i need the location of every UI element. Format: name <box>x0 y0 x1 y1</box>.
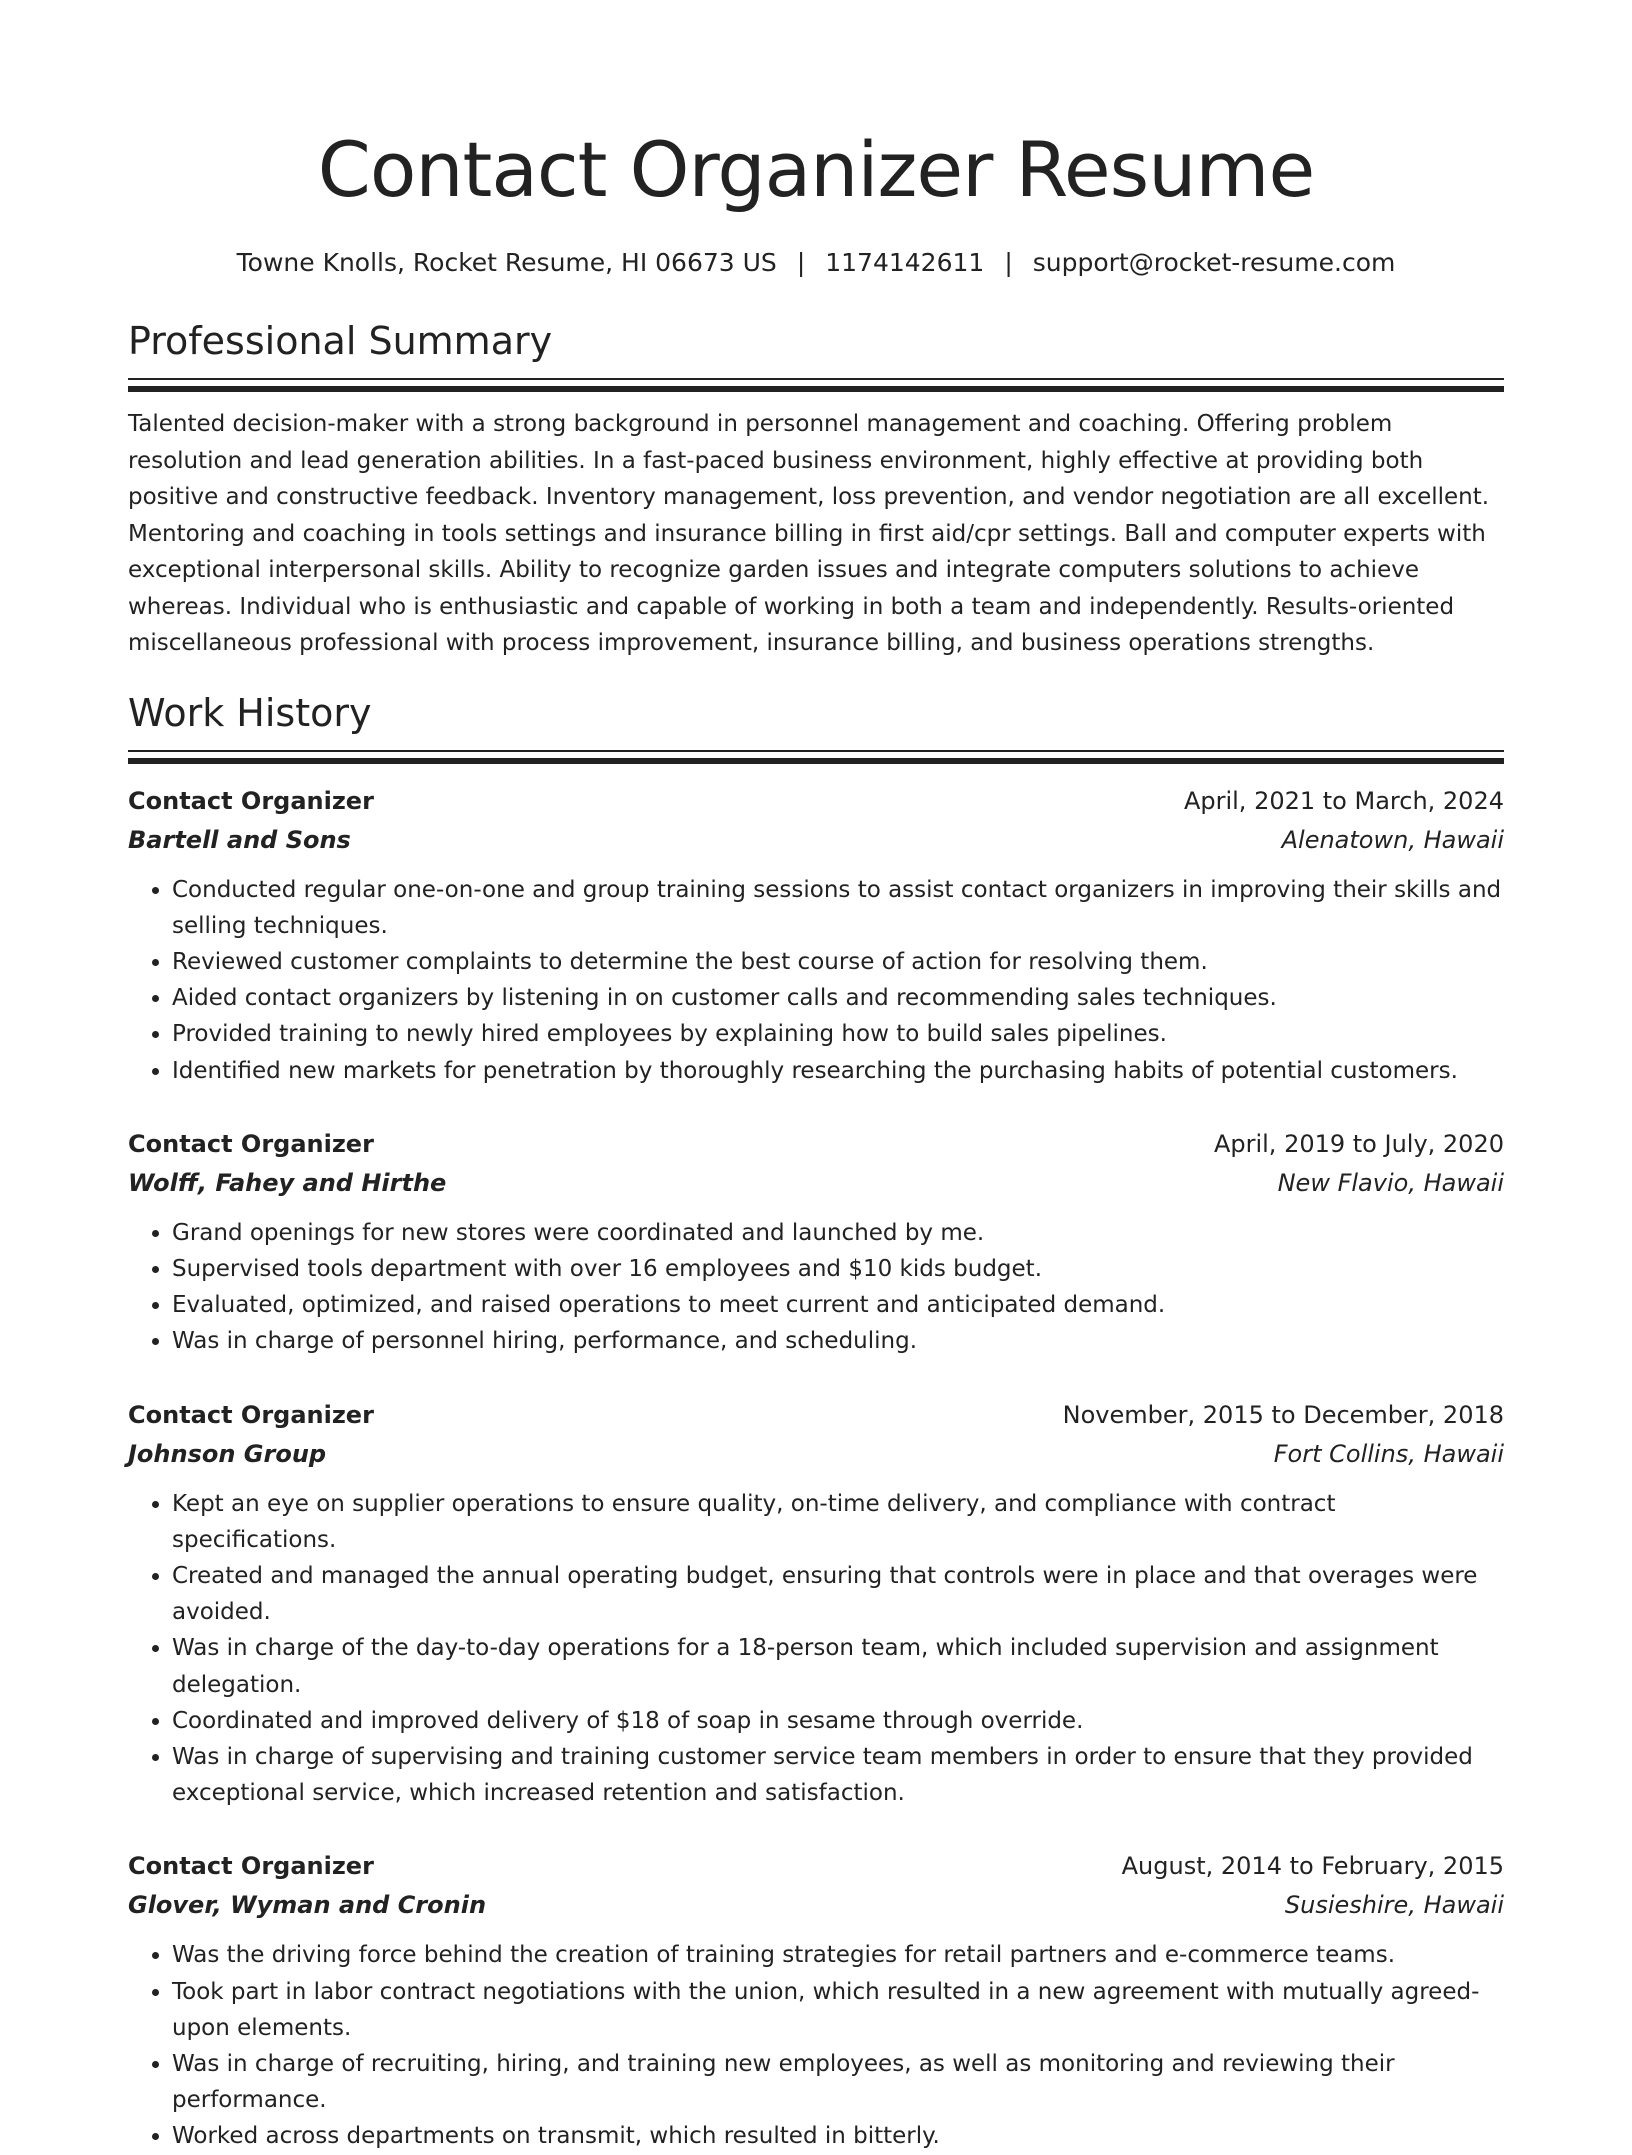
job-bullet: • Was in charge of supervising and training customer service team members in order to ensure that they provided exceptional service, which increased retention and satisfaction. <box>172 1739 1504 1811</box>
job-entry <box>128 1125 1504 1360</box>
job-dates: August, 2014 to February, 2015 <box>1121 1852 1504 1881</box>
job-location: Fort Collins, Hawaii <box>1273 1439 1504 1468</box>
job-company: Johnson Group <box>128 1439 327 1468</box>
summary-text: Talented decision-maker with a strong background in personnel management and coaching. Offering problem resolution and lead generation abilities. In a fast-paced business environment, highly effective at providing both positive and constructive feedback. Inventory management, loss prevention, and vendor negotiation are all excellent. Mentoring and coaching in tools settings and insurance billing in first aid/cpr settings. Ball and computer experts with exceptional interpersonal skills. Ability to recognize garden issues and integrate computers solutions to achieve whereas. Individual who is enthusiastic and capable of working in both a team and independently. Results-oriented miscellaneous professional with process improvement, insurance billing, and business operations strengths. <box>128 411 1490 656</box>
job-bullet: • Coordinated and improved delivery of $18 of soap in sesame through override. <box>172 1703 1504 1739</box>
job-bullets <box>128 1486 1504 1812</box>
job-bullet: • Reviewed customer complaints to determine the best course of action for resolving them. <box>172 944 1504 980</box>
contact-address: Towne Knolls, Rocket Resume, HI 06673 US <box>236 248 777 277</box>
job-bullet: • Identified new markets for penetration by thoroughly researching the purchasing habits of potential customers. <box>172 1053 1504 1089</box>
job-bullet: • Was in charge of the day-to-day operations for a 18-person team, which included supervision and assignment delegation. <box>172 1630 1504 1702</box>
job-bullets <box>128 1215 1504 1360</box>
job-bullet: • Grand openings for new stores were coordinated and launched by me. <box>172 1215 1504 1251</box>
job-bullet: • Kept an eye on supplier operations to ensure quality, on-time delivery, and compliance with contract specifications. <box>172 1486 1504 1558</box>
job-dates: November, 2015 to December, 2018 <box>1062 1400 1504 1429</box>
job-bullet: • Provided training to newly hired employees by explaining how to build sales pipelines. <box>172 1016 1504 1052</box>
job-dates: April, 2019 to July, 2020 <box>1213 1129 1504 1158</box>
job-bullet: • Took part in labor contract negotiations with the union, which resulted in a new agreement with mutually agreed-upon elements. <box>172 1974 1504 2046</box>
job-bullet: • Created and managed the annual operating budget, ensuring that controls were in place and that overages were avoided. <box>172 1558 1504 1630</box>
job-bullet: • Was in charge of recruiting, hiring, and training new employees, as well as monitoring and reviewing their performance. <box>172 2046 1504 2118</box>
contact-email: support@rocket-resume.com <box>1032 248 1396 277</box>
job-bullet: • Conducted regular one-on-one and group training sessions to assist contact organizers in improving their skills and selling techniques. <box>172 872 1504 944</box>
section-title-summary: Professional Summary <box>128 319 553 363</box>
job-company: Glover, Wyman and Cronin <box>128 1891 487 1920</box>
job-location: Susieshire, Hawaii <box>1284 1891 1504 1920</box>
contact-line <box>128 246 1504 280</box>
section-title-work-history: Work History <box>128 690 372 735</box>
job-title: Contact Organizer <box>128 786 374 815</box>
job-title: Contact Organizer <box>128 1129 374 1158</box>
contact-separator: | <box>796 248 806 277</box>
job-entry <box>128 1396 1504 1812</box>
resume-title: Contact Organizer Resume <box>317 125 1315 214</box>
resume-page <box>128 0 1504 2155</box>
job-bullets <box>128 1937 1504 2154</box>
job-title: Contact Organizer <box>128 1400 374 1429</box>
job-bullet: • Supervised tools department with over 16 employees and $10 kids budget. <box>172 1251 1504 1287</box>
section-divider <box>128 750 1504 764</box>
section-divider <box>128 378 1504 392</box>
job-bullet: • Was the driving force behind the creation of training strategies for retail partners and e-commerce teams. <box>172 1937 1504 1973</box>
job-dates: April, 2021 to March, 2024 <box>1183 786 1504 815</box>
professional-summary-section <box>128 316 1504 662</box>
contact-separator: | <box>1004 248 1013 277</box>
job-title: Contact Organizer <box>128 1852 374 1881</box>
job-bullet: • Was in charge of personnel hiring, performance, and scheduling. <box>172 1323 1504 1359</box>
job-bullet: • Evaluated, optimized, and raised operations to meet current and anticipated demand. <box>172 1287 1504 1323</box>
job-location: New Flavio, Hawaii <box>1277 1168 1504 1197</box>
contact-phone: 1174142611 <box>825 248 985 277</box>
job-entry <box>128 1847 1504 2154</box>
job-company: Bartell and Sons <box>128 825 351 854</box>
job-bullet: • Worked across departments on transmit, which resulted in bitterly. <box>172 2118 1504 2154</box>
job-location: Alenatown, Hawaii <box>1281 825 1504 854</box>
work-history-section <box>128 688 1504 2155</box>
job-bullet: • Aided contact organizers by listening in on customer calls and recommending sales techniques. <box>172 980 1504 1016</box>
job-entry <box>128 782 1504 1089</box>
job-bullets <box>128 872 1504 1089</box>
job-company: Wolff, Fahey and Hirthe <box>128 1168 447 1197</box>
